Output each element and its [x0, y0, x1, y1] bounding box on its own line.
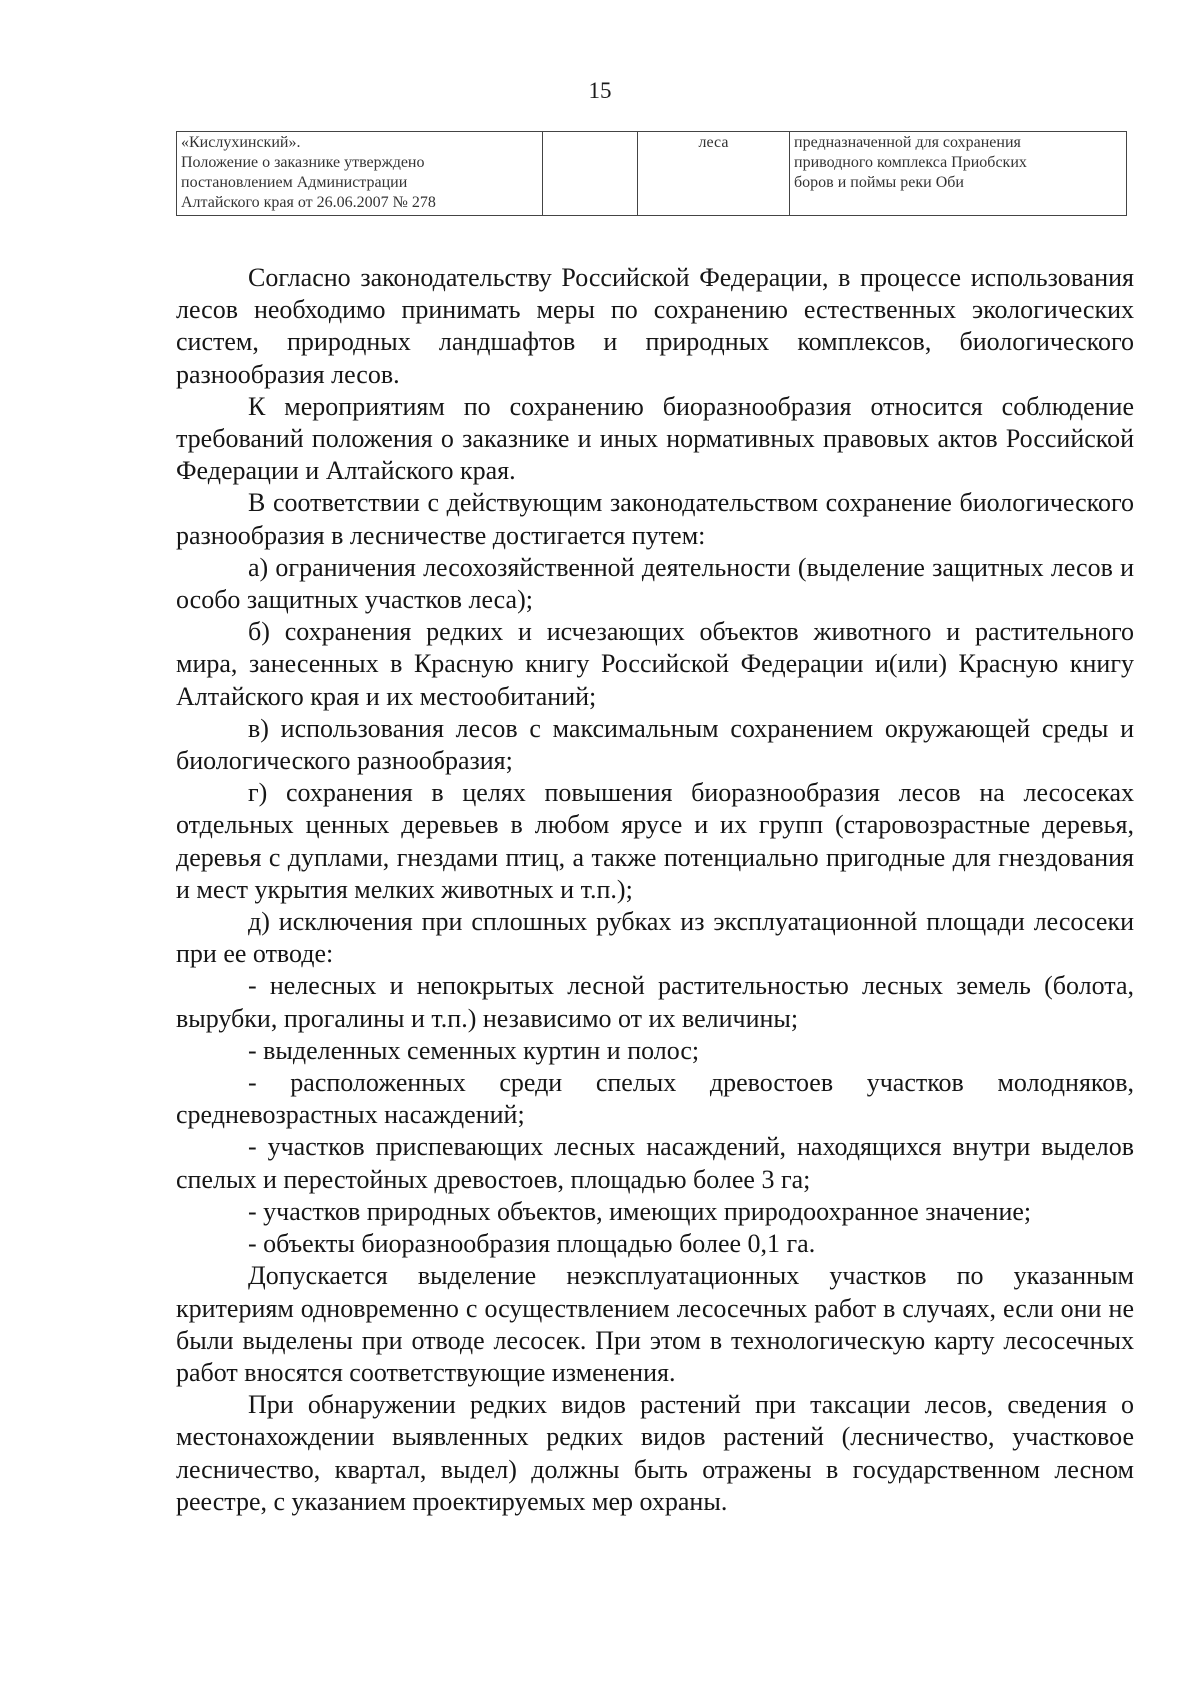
list-item: г) сохранения в целях повышения биоразнообразия лесов на лесосеках отдельных ценных деревьев в любом ярусе и их групп (старовозрастные деревья, деревья с дуплами, гнездами птиц, а также потенциально пригодные для гнездования и мест укрытия мелких животных и т.п.); [176, 778, 1134, 904]
cell-line: предназначенной для сохранения [794, 134, 1021, 151]
paragraph: В соответствии с действующим законодательством сохранение биологического разнообразия в лесничестве достигается путем: [176, 488, 1134, 550]
dash-item: - расположенных среди спелых древостоев участков молодняков, средневозрастных насаждений; [176, 1068, 1134, 1130]
cell-line: «Кислухинский». [181, 134, 301, 151]
dash-item: - нелесных и непокрытых лесной растительностью лесных земель (болота, вырубки, прогалины и т.п.) независимо от их величины; [176, 971, 1134, 1033]
paragraph: Допускается выделение неэксплуатационных участков по указанным критериям одновременно с осуществлением лесосечных работ в случаях, если они не были выделены при отводе лесосек. При этом в технологическую карту лесосечных работ вносятся соответствующие изменения. [176, 1261, 1134, 1387]
list-item: б) сохранения редких и исчезающих объектов животного и растительного мира, занесенных в Красную книгу Российской Федерации и(или) Красную книгу Алтайского края и их местообитаний; [176, 617, 1134, 711]
table-cell-purpose [790, 132, 1127, 216]
table-cell-empty [543, 132, 638, 216]
table-cell-category: леса [638, 132, 790, 216]
cell-line: Алтайского края от 26.06.2007 № 278 [181, 194, 436, 211]
table-cell-name [177, 132, 543, 216]
cell-line: постановлением Администрации [181, 174, 408, 191]
page-number: 15 [588, 78, 612, 103]
cell-line: Положение о заказнике утверждено [181, 154, 425, 171]
cell-line: боров и поймы реки Оби [794, 174, 964, 191]
dash-item: - участков природных объектов, имеющих природоохранное значение; [248, 1196, 1032, 1226]
dash-item: - участков приспевающих лесных насаждений, находящихся внутри выделов спелых и перестойных древостоев, площадью более 3 га; [176, 1132, 1134, 1194]
dash-item: - объекты биоразнообразия площадью более 0,1 га. [248, 1229, 816, 1259]
paragraph: При обнаружении редких видов растений при таксации лесов, сведения о местонахождении выявленных редких видов растений (лесничество, участковое лесничество, квартал, выдел) должны быть отражены в государственном лесном реестре, с указанием проектируемых мер охраны. [176, 1390, 1134, 1516]
paragraph: Согласно законодательству Российской Федерации, в процессе использования лесов необходимо принимать меры по сохранению естественных экологических систем, природных ландшафтов и природных комплексов, биологического разнообразия лесов. [176, 263, 1134, 389]
list-item: д) исключения при сплошных рубках из эксплуатационной площади лесосеки при ее отводе: [176, 907, 1134, 969]
continuation-table [176, 131, 1127, 216]
dash-item: - выделенных семенных куртин и полос; [248, 1035, 700, 1065]
body-text [176, 262, 1134, 1518]
table-row [177, 132, 1127, 216]
list-item: а) ограничения лесохозяйственной деятельности (выделение защитных лесов и особо защитных участков леса); [176, 552, 1134, 615]
cell-line: приводного комплекса Приобских [794, 154, 1027, 171]
list-item: в) использования лесов с максимальным сохранением окружающей среды и биологического разнообразия; [176, 713, 1134, 776]
paragraph: К мероприятиям по сохранению биоразнообразия относится соблюдение требований положения о заказнике и иных нормативных правовых актов Российской Федерации и Алтайского края. [176, 391, 1134, 486]
